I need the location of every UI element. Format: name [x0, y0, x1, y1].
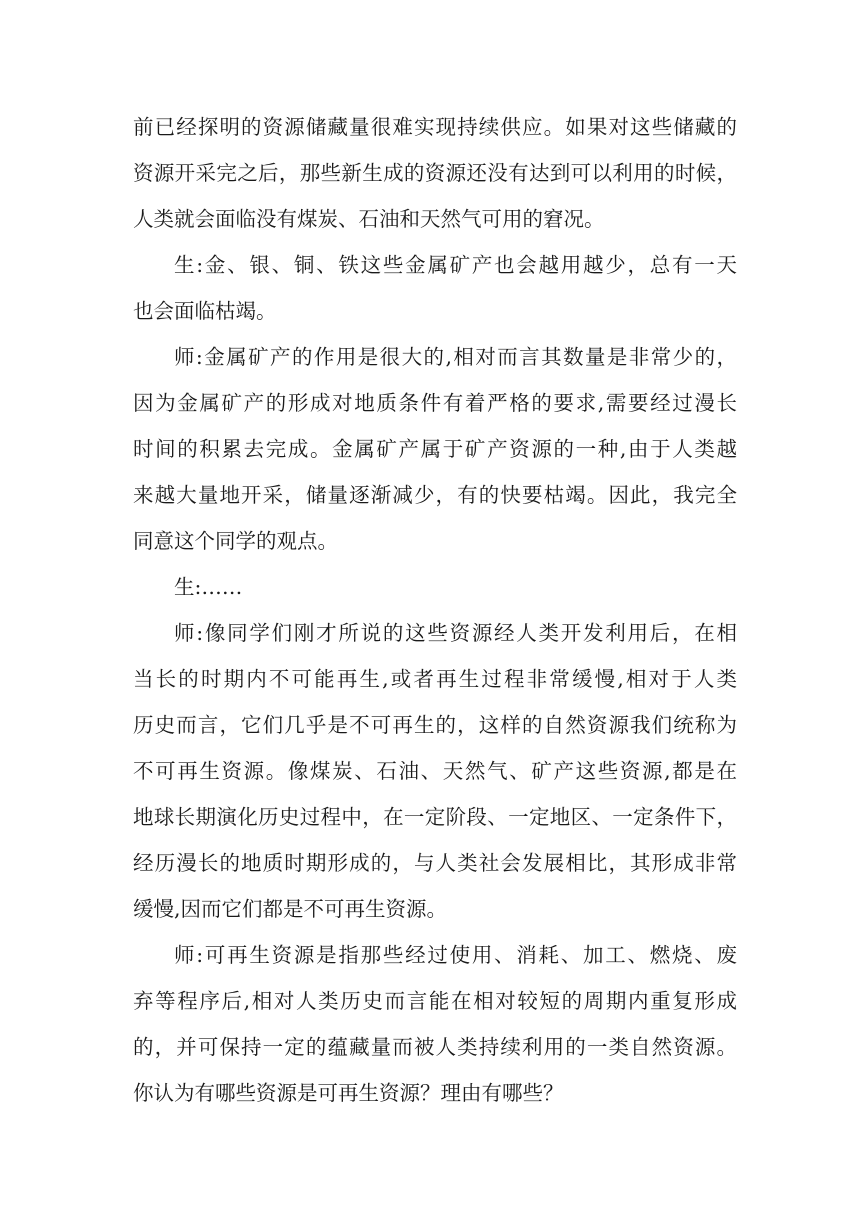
text-line: 同意这个同学的观点。 [133, 529, 338, 553]
text-line: 经历漫长的地质时期形成的，与人类社会发展相比，其形成非常 [133, 851, 737, 875]
text-line: 生:金、银、铜、铁这些金属矿产也会越用越少，总有一天 [174, 253, 737, 277]
text-line: 人类就会面临没有煤炭、石油和天然气可用的窘况。 [133, 207, 605, 231]
text-line: 地球长期演化历史过程中，在一定阶段、一定地区、一定条件下， [133, 805, 737, 829]
text-line: 你认为有哪些资源是可再生资源？理由有哪些？ [133, 1081, 564, 1105]
text-line: 当长的时期内不可能再生,或者再生过程非常缓慢,相对于人类 [133, 667, 737, 691]
text-line: 不可再生资源。像煤炭、石油、天然气、矿产这些资源,都是在 [133, 759, 737, 783]
text-line: 师:金属矿产的作用是很大的,相对而言其数量是非常少的， [174, 345, 737, 369]
text-line: 的，并可保持一定的蕴藏量而被人类持续利用的一类自然资源。 [133, 1035, 737, 1059]
text-line: 生:…… [174, 575, 243, 599]
text-line: 资源开采完之后，那些新生成的资源还没有达到可以利用的时候， [133, 161, 737, 185]
text-line: 师:可再生资源是指那些经过使用、消耗、加工、燃烧、废 [174, 943, 737, 967]
text-line: 时间的积累去完成。金属矿产属于矿产资源的一种,由于人类越 [133, 437, 737, 461]
text-line: 历史而言，它们几乎是不可再生的，这样的自然资源我们统称为 [133, 713, 737, 737]
text-line: 因为金属矿产的形成对地质条件有着严格的要求,需要经过漫长 [133, 391, 737, 415]
text-line: 也会面临枯竭。 [133, 299, 277, 323]
text-line: 来越大量地开采，储量逐渐减少，有的快要枯竭。因此，我完全 [133, 483, 737, 507]
text-line: 弃等程序后,相对人类历史而言能在相对较短的周期内重复形成 [133, 989, 737, 1013]
text-line: 缓慢,因而它们都是不可再生资源。 [133, 897, 448, 921]
text-line: 师:像同学们刚才所说的这些资源经人类开发利用后，在相 [174, 621, 737, 645]
text-line: 前已经探明的资源储藏量很难实现持续供应。如果对这些储藏的 [133, 115, 737, 139]
document-body [133, 104, 737, 1116]
